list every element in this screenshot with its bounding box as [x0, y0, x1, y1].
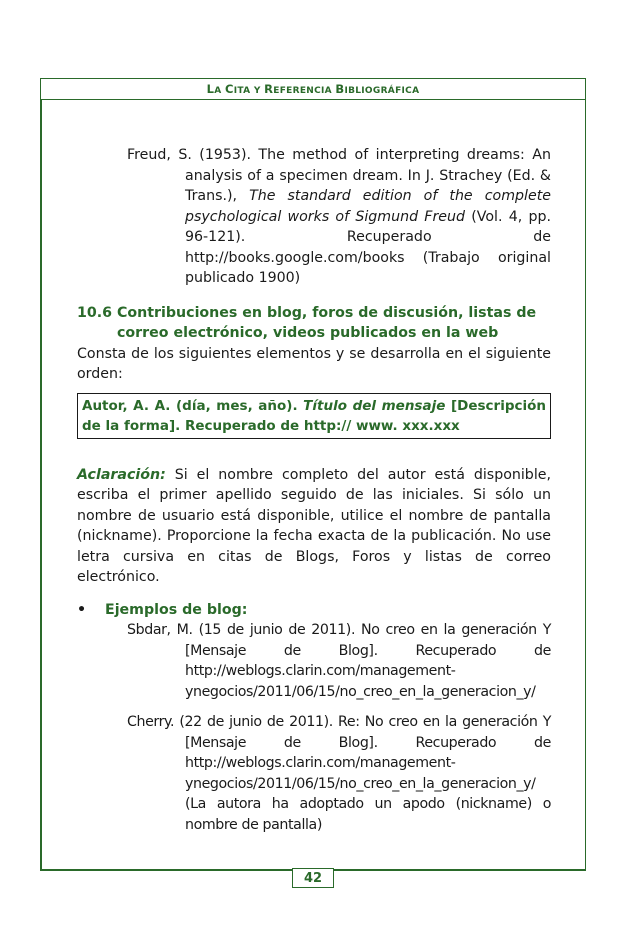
page-content: [77, 145, 551, 835]
running-header: [40, 78, 586, 100]
page-number: 42: [292, 868, 334, 888]
frame-left-rule: [40, 100, 42, 870]
format-box: Autor, A. A. (día, mes, año). Título del mensaje [Descripción de la forma]. Recuperado de http:// www. xxx.xxx: [77, 393, 551, 439]
header-title: LA CITA Y REFERENCIA BIBLIOGRÁFICA: [206, 82, 420, 96]
section-number: 10.6: [77, 304, 113, 321]
freud-reference: Freud, S. (1953). The method of interpreting dreams: An analysis of a specimen dream. In J. Strachey (Ed. & Trans.), The standard edition of the complete psychological works of Sigmund Freud (Vol. 4, pp. 96-121). Recuperado de http://books.google.com/books (Trabajo original publicado 1900): [127, 147, 551, 286]
example-item: Sbdar, M. (15 de junio de 2011). No creo en la generación Y [Mensaje de Blog]. Recuperado de http://weblogs.clarin.com/management-ynegocios/2011/06/15/no_creo_en_la_generacion_y/: [127, 622, 551, 700]
section-heading: [77, 303, 551, 344]
frame-right-rule: [585, 100, 587, 870]
examples-heading: • Ejemplos de blog:: [77, 600, 551, 621]
example-item: Cherry. (22 de junio de 2011). Re: No creo en la generación Y [Mensaje de Blog]. Recuperado de http://weblogs.clarin.com/management-ynegocios/2011/06/15/no_creo_en_la_generacion_y/ (La autora ha adoptado un apodo (nickname) o nombre de pantalla): [127, 714, 551, 833]
aclaracion-paragraph: Aclaración: Si el nombre completo del autor está disponible, escriba el primer apellido seguido de las iniciales. Si sólo un nombre de usuario está disponible, utilice el nombre de pantalla (nickname). Proporcione la fecha exacta de la publicación. No use letra cursiva en citas de Blogs, Foros y listas de correo electrónico.: [77, 466, 551, 585]
section-intro: Consta de los siguientes elementos y se desarrolla en el siguiente orden:: [77, 345, 551, 382]
aclaracion-lead: Aclaración:: [77, 466, 166, 483]
section-title: Contribuciones en blog, foros de discusión, listas de correo electrónico, videos publicados en la web: [117, 304, 537, 341]
bullet-icon: •: [77, 601, 87, 618]
